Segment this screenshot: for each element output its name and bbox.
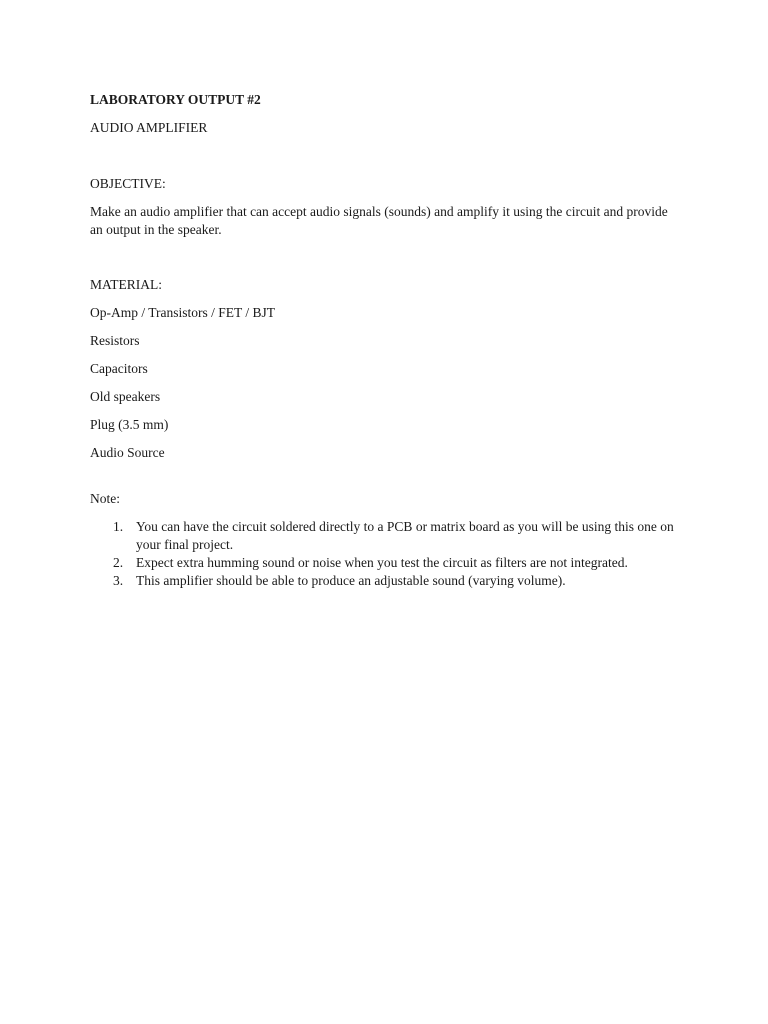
note-item (90, 572, 680, 590)
note-heading: Note: (90, 491, 120, 506)
note-number: 2. (113, 555, 124, 570)
note-list (90, 518, 680, 590)
material-item: Resistors (90, 333, 140, 348)
objective-text: Make an audio amplifier that can accept audio signals (sounds) and amplify it using the circuit and provide an output in the speaker. (90, 204, 668, 237)
note-number: 1. (113, 519, 124, 534)
note-item (90, 554, 680, 572)
note-item (90, 518, 680, 554)
note-text: Expect extra humming sound or noise when you test the circuit as filters are not integrated. (136, 555, 628, 570)
material-item: Op-Amp / Transistors / FET / BJT (90, 305, 276, 320)
material-list (90, 304, 680, 462)
note-text: This amplifier should be able to produce an adjustable sound (varying volume). (136, 573, 566, 588)
note-text: You can have the circuit soldered directly to a PCB or matrix board as you will be using this one on your final project. (136, 519, 674, 552)
document-title: LABORATORY OUTPUT #2 (90, 92, 261, 107)
material-item: Audio Source (90, 445, 165, 460)
material-item: Capacitors (90, 361, 148, 376)
material-heading: MATERIAL: (90, 277, 162, 292)
document-body (90, 91, 680, 590)
material-item: Old speakers (90, 389, 161, 404)
note-number: 3. (113, 573, 124, 588)
material-item: Plug (3.5 mm) (90, 417, 169, 432)
document-subtitle: AUDIO AMPLIFIER (90, 120, 208, 135)
objective-heading: OBJECTIVE: (90, 176, 166, 191)
